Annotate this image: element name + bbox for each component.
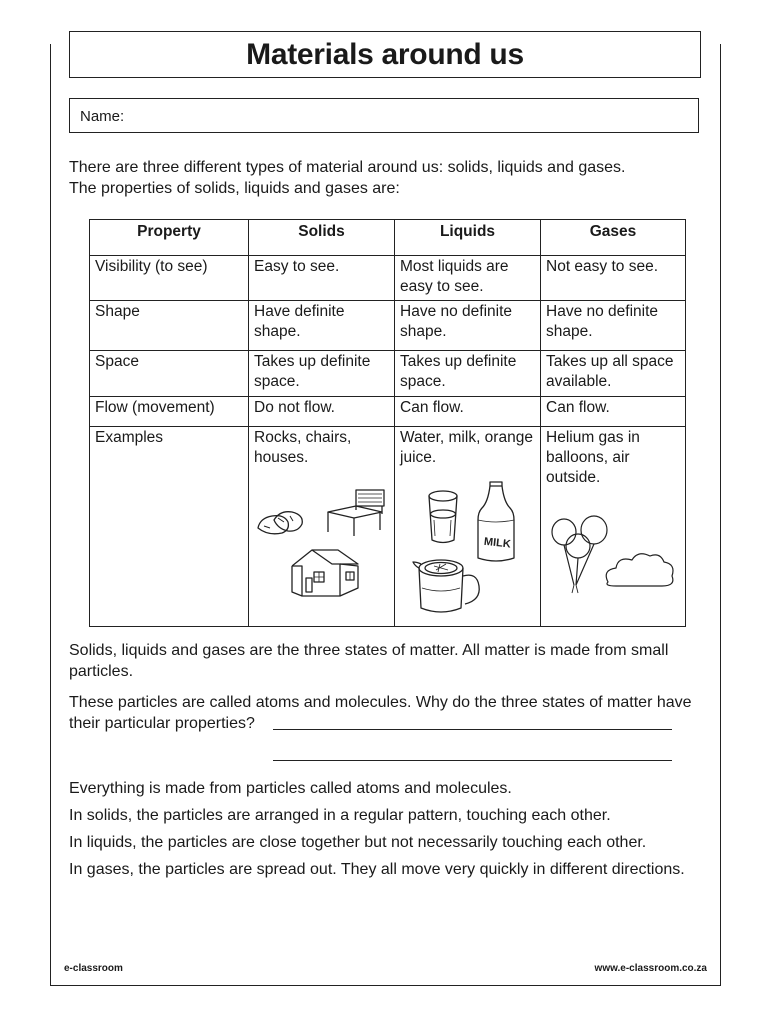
facts-list bbox=[69, 778, 719, 880]
fact-item: In gases, the particles are spread out. They all move very quickly in different directions. bbox=[69, 861, 685, 878]
intro bbox=[69, 157, 709, 199]
table-cell: Can flow. bbox=[541, 397, 686, 427]
table-row bbox=[90, 256, 686, 301]
table-cell: Examples bbox=[90, 427, 249, 627]
table-cell: Takes up all space available. bbox=[541, 351, 686, 397]
intro-line-1: There are three different types of material around us: solids, liquids and gases. bbox=[69, 159, 626, 176]
milk-bottle-icon bbox=[478, 482, 514, 561]
name-field[interactable] bbox=[69, 98, 699, 133]
footer-url[interactable]: www.e-classroom.co.za bbox=[594, 963, 707, 974]
table-row bbox=[90, 351, 686, 397]
table-cell: Takes up definite space. bbox=[249, 351, 395, 397]
juice-jug-icon bbox=[413, 560, 479, 612]
fact-item: In liquids, the particles are close together but not necessarily touching each other. bbox=[69, 834, 647, 851]
name-label: Name: bbox=[80, 108, 125, 125]
header-property: Property bbox=[90, 220, 249, 256]
solids-illustration bbox=[252, 484, 388, 606]
cloud-icon bbox=[606, 554, 673, 586]
chair-icon bbox=[328, 490, 384, 536]
liquids-illustration bbox=[404, 476, 534, 618]
title-box bbox=[69, 31, 701, 78]
table-cell: Water, milk, orange juice. bbox=[395, 427, 541, 627]
answer-line-2[interactable] bbox=[273, 760, 672, 761]
header-gases: Gases bbox=[541, 220, 686, 256]
question-text: These particles are called atoms and molecules. Why do the three states of matter have their particular properties? bbox=[69, 694, 692, 732]
balloons-icon bbox=[552, 516, 607, 593]
table-header-row bbox=[90, 220, 686, 256]
table-row bbox=[90, 301, 686, 351]
table-cell: Flow (movement) bbox=[90, 397, 249, 427]
table-cell: Visibility (to see) bbox=[90, 256, 249, 301]
table-cell: Do not flow. bbox=[249, 397, 395, 427]
gases-illustration bbox=[546, 512, 682, 612]
states-text: Solids, liquids and gases are the three states of matter. All matter is made from small particles. bbox=[69, 642, 669, 680]
milk-label: MILK bbox=[483, 535, 512, 551]
question-paragraph bbox=[69, 692, 719, 734]
header-solids: Solids bbox=[249, 220, 395, 256]
footer-brand: e-classroom bbox=[64, 963, 123, 974]
table-cell: Have no definite shape. bbox=[541, 301, 686, 351]
table-cell: Space bbox=[90, 351, 249, 397]
answer-line-1[interactable] bbox=[273, 729, 672, 730]
water-glass-icon bbox=[429, 491, 457, 543]
table-cell: Takes up definite space. bbox=[395, 351, 541, 397]
header-liquids: Liquids bbox=[395, 220, 541, 256]
rocks-icon bbox=[258, 512, 302, 534]
table-cell: Most liquids are easy to see. bbox=[395, 256, 541, 301]
table-cell: Can flow. bbox=[395, 397, 541, 427]
table-cell: Rocks, chairs, houses. bbox=[249, 427, 395, 627]
intro-line-2: The properties of solids, liquids and gases are: bbox=[69, 180, 400, 197]
fact-item: In solids, the particles are arranged in a regular pattern, touching each other. bbox=[69, 807, 611, 824]
table-cell: Helium gas in balloons, air outside. bbox=[541, 427, 686, 627]
table-cell: Have no definite shape. bbox=[395, 301, 541, 351]
table-cell: Easy to see. bbox=[249, 256, 395, 301]
table-cell: Shape bbox=[90, 301, 249, 351]
table-cell: Have definite shape. bbox=[249, 301, 395, 351]
table-row bbox=[90, 397, 686, 427]
house-icon bbox=[292, 550, 358, 596]
fact-item: Everything is made from particles called atoms and molecules. bbox=[69, 780, 512, 797]
page-title: Materials around us bbox=[246, 38, 524, 71]
table-cell: Not easy to see. bbox=[541, 256, 686, 301]
states-paragraph bbox=[69, 640, 719, 682]
